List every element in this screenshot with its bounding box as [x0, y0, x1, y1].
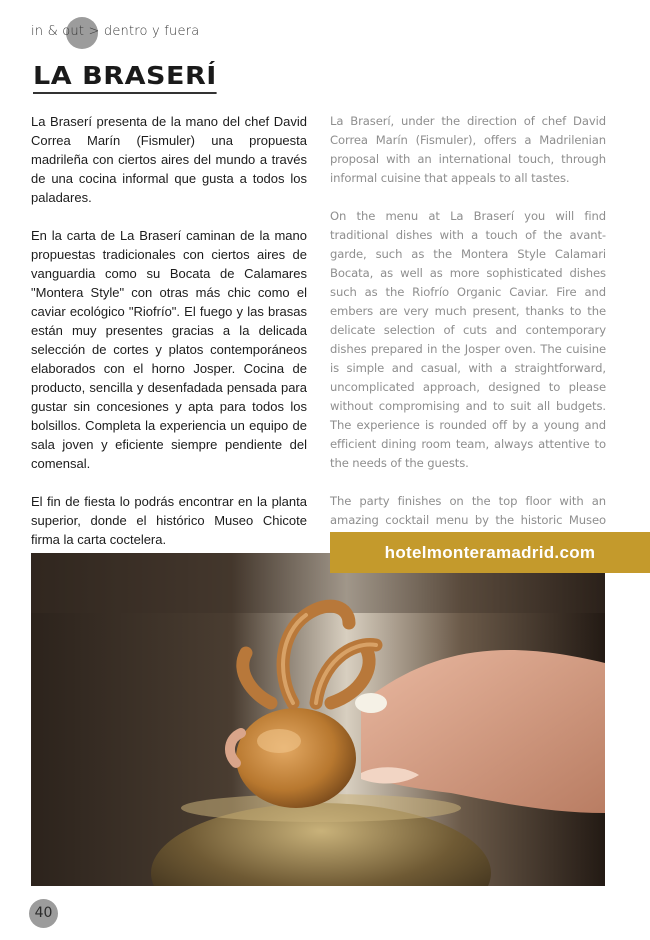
spanish-paragraph-3: El fin de fiesta lo podrás encontrar en la planta superior, donde el histórico Museo Chicote firma la carta coctelera.: [31, 494, 307, 547]
page-number: 40: [34, 905, 53, 921]
english-paragraph-2: On the menu at La Braserí you will find traditional dishes with a touch of the avant-garde, such as the Montera Style Calamari Bocata, as well as more sophisticated dishes such as the Riofrío Organic Caviar. Fire and embers are very much present, thanks to the delicate selection of cuts and contemporary dishes prepared in the Josper oven. The cuisine is simple and casual, with a straightforward, uncomplicated approach, designed to please without compromising and to suit all budgets. The experience is rounded off by a young and efficient dining room team, always attentive to the needs of the guests.: [330, 209, 606, 470]
spanish-paragraph-1: La Braserí presenta de la mano del chef David Correa Marín (Fismuler) una propuesta madrileña con ciertos aires del mundo a través de una cocina informal que gusta a todos los paladares.: [31, 114, 307, 205]
english-paragraph-3: The party finishes on the top floor with an amazing cocktail menu by the historic Museo: [330, 494, 606, 527]
english-column: [330, 112, 606, 568]
spanish-column: [31, 112, 307, 568]
english-paragraph-1: La Braserí, under the direction of chef David Correa Marín (Fismuler), offers a Madrilenian proposal with an international touch, through informal cuisine that appeals to all tastes.: [330, 114, 606, 185]
section-tag: [31, 24, 199, 39]
website-banner[interactable]: hotelmonteramadrid.com: [330, 532, 650, 573]
section-tag-text: in & out > dentro y fuera: [31, 24, 200, 39]
food-photo-illustration: [31, 553, 605, 886]
food-photo: [31, 553, 605, 886]
spanish-paragraph-2: En la carta de La Braserí caminan de la mano propuestas tradicionales con ciertos aires de vanguardia como su Bocata de Calamares "Montera Style" con otras más chic como el caviar ecológico "Riofrío". El fuego y las brasas están muy presentes gracias a la delicada selección de cortes y platos contemporáneos elaborados con el horno Josper. Cocina de producto, sencilla y desenfadada pensada para gustar sin concesiones y apta para todos los bolsillos. Completa la experiencia un equipo de sala joven y eficiente siempre pendiente del comensal.: [31, 228, 307, 471]
article-title: LA BRASERÍ: [33, 62, 217, 94]
